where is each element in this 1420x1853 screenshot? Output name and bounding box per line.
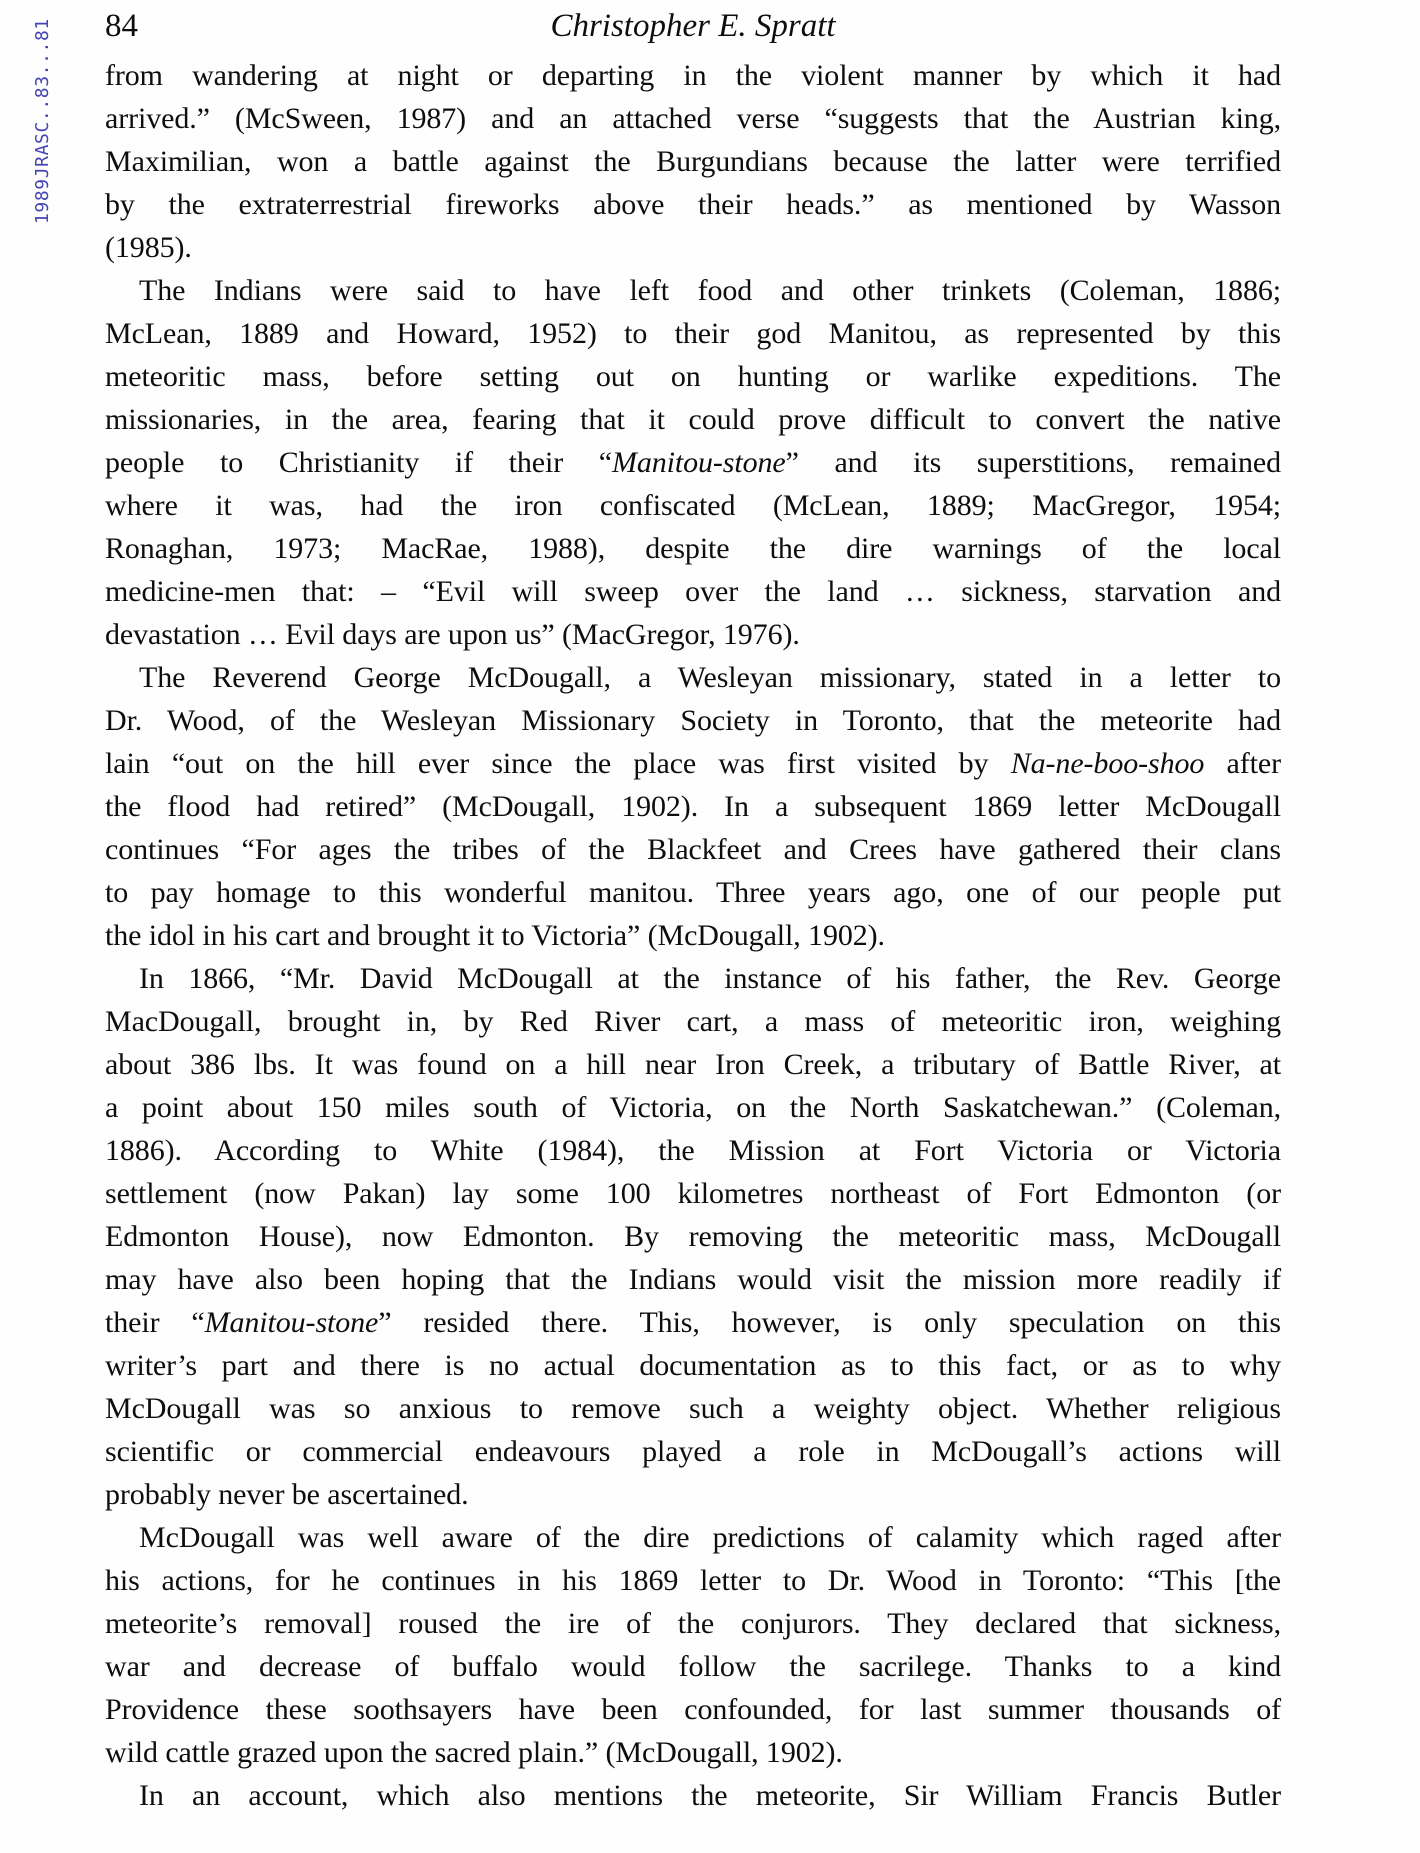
text-line: (1985). xyxy=(105,231,192,264)
text-line: Maximilian, won a battle against the Burgundians because the latter were terrified xyxy=(105,145,1281,178)
text-line: by the extraterrestrial fireworks above their heads.” as mentioned by Wasson xyxy=(105,188,1281,221)
text-line: Dr. Wood, of the Wesleyan Missionary Society in Toronto, that the meteorite had xyxy=(105,704,1281,737)
page-number: 84 xyxy=(105,8,138,44)
text-line: Providence these soothsayers have been confounded, for last summer thousands of xyxy=(105,1693,1281,1726)
article-body xyxy=(105,54,1281,1817)
text-line: McLean, 1889 and Howard, 1952) to their god Manitou, as represented by this xyxy=(105,317,1281,350)
text-line: McDougall was so anxious to remove such a weighty object. Whether religious xyxy=(105,1392,1281,1425)
text-line: where it was, had the iron confiscated (McLean, 1889; MacGregor, 1954; xyxy=(105,489,1281,522)
text-line: the flood had retired” (McDougall, 1902). In a subsequent 1869 letter McDougall xyxy=(105,790,1281,823)
text-line: the idol in his cart and brought it to Victoria” (McDougall, 1902). xyxy=(105,919,885,952)
text-line: McDougall was well aware of the dire predictions of calamity which raged after xyxy=(139,1521,1281,1554)
text-line: from wandering at night or departing in the violent manner by which it had xyxy=(105,59,1281,92)
text-line: missionaries, in the area, fearing that it could prove difficult to convert the native xyxy=(105,403,1281,436)
text-line: meteorite’s removal] roused the ire of the conjurors. They declared that sickness, xyxy=(105,1607,1281,1640)
text-line: In an account, which also mentions the meteorite, Sir William Francis Butler xyxy=(139,1779,1281,1812)
text-line: devastation … Evil days are upon us” (MacGregor, 1976). xyxy=(105,618,800,651)
text-line: his actions, for he continues in his 1869 letter to Dr. Wood in Toronto: “This [the xyxy=(105,1564,1281,1597)
text-line: lain “out on the hill ever since the place was first visited by Na-ne-boo-shoo after xyxy=(105,747,1282,780)
text-line: their “Manitou-stone” resided there. This, however, is only speculation on this xyxy=(105,1306,1281,1339)
text-line: to pay homage to this wonderful manitou. Three years ago, one of our people put xyxy=(105,876,1281,909)
text-line: about 386 lbs. It was found on a hill near Iron Creek, a tributary of Battle River, at xyxy=(105,1048,1281,1081)
text-line: people to Christianity if their “Manitou-stone” and its superstitions, remained xyxy=(105,446,1281,479)
text-line: may have also been hoping that the Indians would visit the mission more readily if xyxy=(105,1263,1281,1296)
text-line: writer’s part and there is no actual documentation as to this fact, or as to why xyxy=(105,1349,1281,1382)
text-line: meteoritic mass, before setting out on hunting or warlike expeditions. The xyxy=(105,360,1281,393)
text-line: war and decrease of buffalo would follow the sacrilege. Thanks to a kind xyxy=(105,1650,1281,1683)
text-line: The Reverend George McDougall, a Wesleyan missionary, stated in a letter to xyxy=(139,661,1281,694)
bibcode-watermark: 1989JRASC..83...81 xyxy=(32,18,53,224)
text-line: scientific or commercial endeavours played a role in McDougall’s actions will xyxy=(105,1435,1281,1468)
text-line: 1886). According to White (1984), the Mission at Fort Victoria or Victoria xyxy=(105,1134,1281,1167)
text-line: wild cattle grazed upon the sacred plain.” (McDougall, 1902). xyxy=(105,1736,843,1769)
text-line: settlement (now Pakan) lay some 100 kilometres northeast of Fort Edmonton (or xyxy=(105,1177,1281,1210)
text-line: The Indians were said to have left food and other trinkets (Coleman, 1886; xyxy=(139,274,1281,307)
text-line: arrived.” (McSween, 1987) and an attached verse “suggests that the Austrian king, xyxy=(105,102,1281,135)
text-line: medicine-men that: – “Evil will sweep over the land … sickness, starvation and xyxy=(105,575,1281,608)
text-line: a point about 150 miles south of Victoria, on the North Saskatchewan.” (Coleman, xyxy=(105,1091,1281,1124)
text-line: MacDougall, brought in, by Red River cart, a mass of meteoritic iron, weighing xyxy=(105,1005,1281,1038)
running-head xyxy=(105,8,1281,54)
running-head-author: Christopher E. Spratt xyxy=(550,8,836,44)
text-line: In 1866, “Mr. David McDougall at the instance of his father, the Rev. George xyxy=(139,962,1281,995)
text-line: probably never be ascertained. xyxy=(105,1478,469,1511)
text-line: Edmonton House), now Edmonton. By removing the meteoritic mass, McDougall xyxy=(105,1220,1281,1253)
text-line: continues “For ages the tribes of the Blackfeet and Crees have gathered their clans xyxy=(105,833,1281,866)
text-line: Ronaghan, 1973; MacRae, 1988), despite the dire warnings of the local xyxy=(105,532,1281,565)
